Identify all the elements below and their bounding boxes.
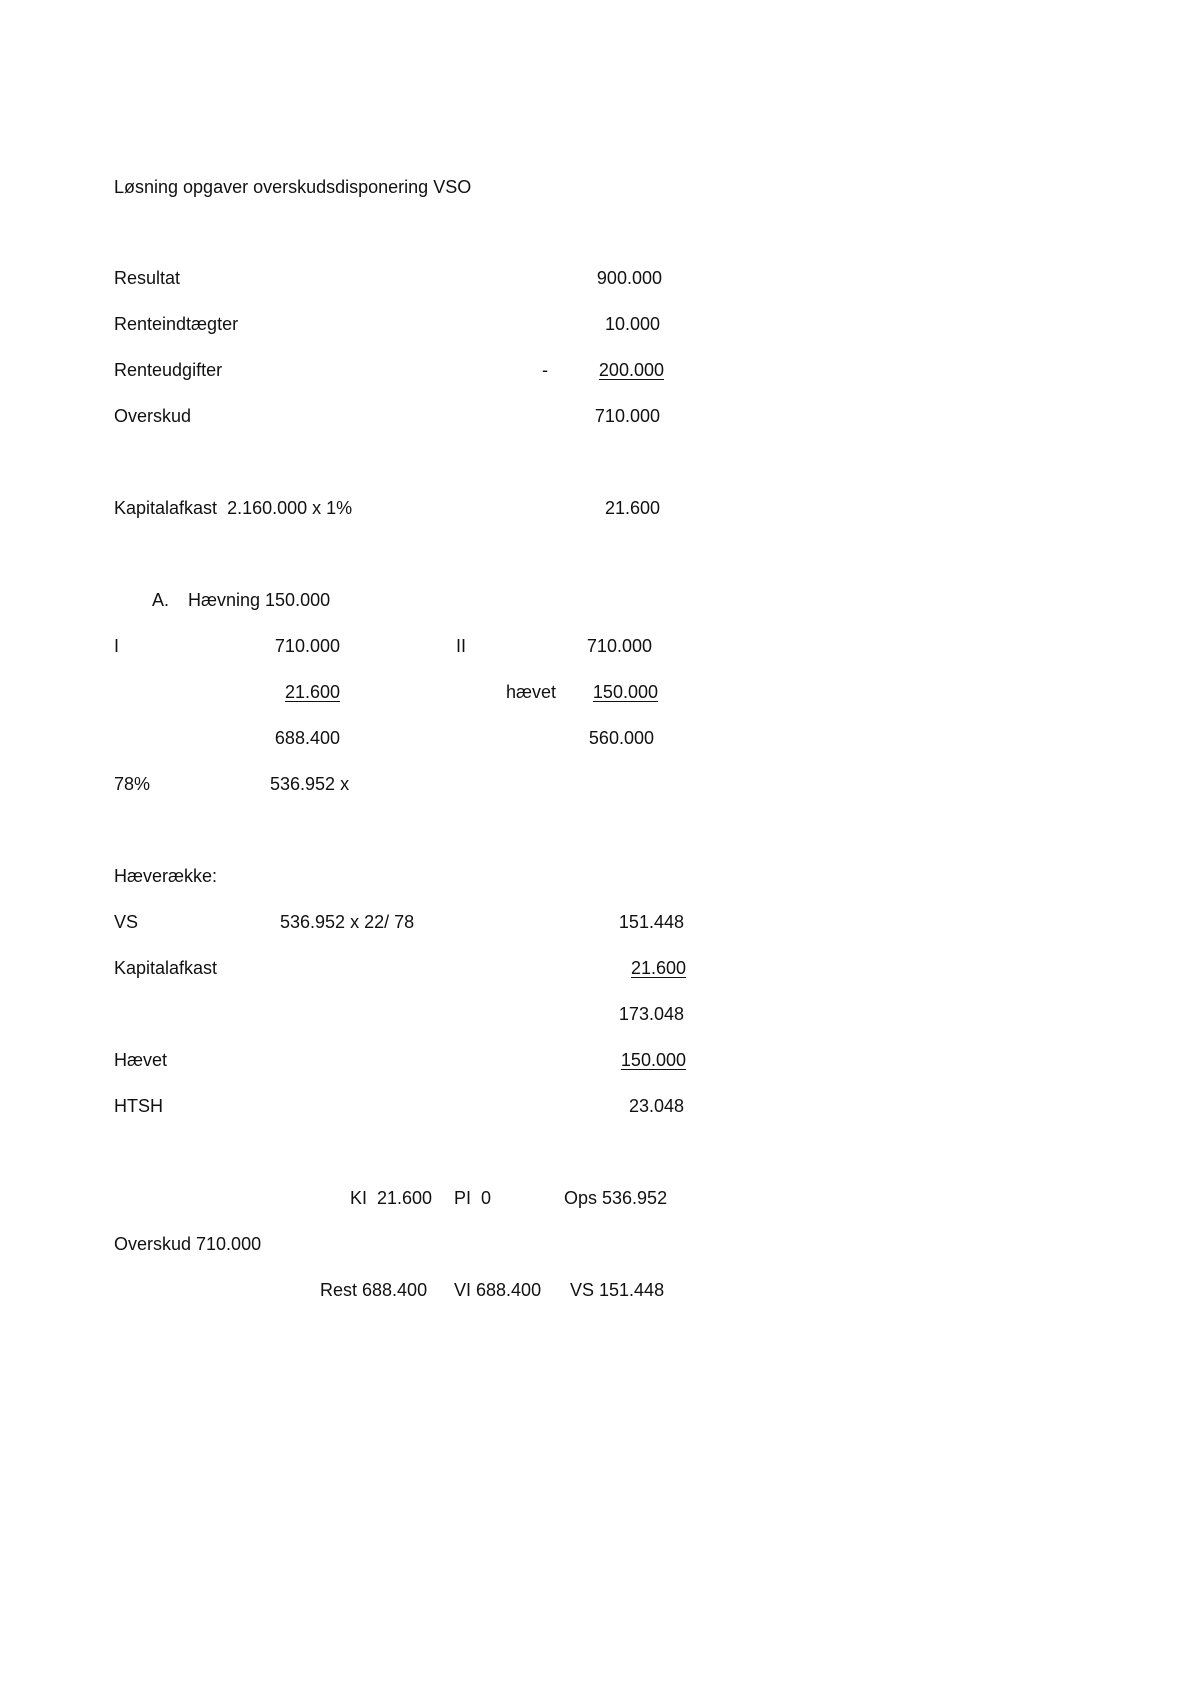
kapitalafkast-value: 21.600: [604, 498, 660, 518]
resultat-value: 900.000: [596, 268, 662, 288]
calc-ii-value-2: 150.000: [592, 682, 658, 702]
calc-i-value-1: 710.000: [274, 636, 340, 656]
calc-pct-label: 78%: [114, 774, 151, 794]
overskud-value: 710.000: [594, 406, 660, 426]
calc-ii-label: II: [456, 636, 467, 656]
vs-value: 151.448: [618, 912, 684, 932]
vs-label: VS: [114, 912, 139, 932]
calc-i-value-2: 21.600: [284, 682, 340, 702]
renteindtaegter-label: Renteindtægter: [114, 314, 239, 334]
htsh-label: HTSH: [114, 1096, 163, 1116]
renteudgifter-sign: -: [542, 360, 548, 380]
calc-i-label: I: [114, 636, 120, 656]
renteindtaegter-value: 10.000: [604, 314, 660, 334]
renteudgifter-label: Renteudgifter: [114, 360, 223, 380]
diagram-ki: KI 21.600: [350, 1188, 433, 1208]
haevet-value: 150.000: [620, 1050, 686, 1070]
htsh-value: 23.048: [628, 1096, 684, 1116]
calc-i-value-3: 688.400: [274, 728, 340, 748]
diagram-vi: VI 688.400: [454, 1280, 542, 1300]
haevet-label: Hævet: [114, 1050, 168, 1070]
calc-ii-haevet-label: hævet: [506, 682, 557, 702]
haeve-kapitalafkast-value: 21.600: [630, 958, 686, 978]
resultat-label: Resultat: [114, 268, 181, 288]
section-a-heading: Hævning 150.000: [188, 590, 331, 610]
page-title: Løsning opgaver overskudsdisponering VSO: [114, 177, 472, 197]
diagram-rest: Rest 688.400: [320, 1280, 428, 1300]
section-a-marker: A.: [152, 590, 170, 610]
calc-ii-value-3: 560.000: [588, 728, 654, 748]
haeve-sum-value: 173.048: [618, 1004, 684, 1024]
diagram-ops: Ops 536.952: [564, 1188, 668, 1208]
calc-pct-value: 536.952 x: [270, 774, 350, 794]
overskud-label: Overskud: [114, 406, 192, 426]
haeve-kapitalafkast-label: Kapitalafkast: [114, 958, 218, 978]
diagram-vs: VS 151.448: [570, 1280, 665, 1300]
renteudgifter-value: 200.000: [598, 360, 664, 380]
calc-ii-value-1: 710.000: [586, 636, 652, 656]
vs-formula: 536.952 x 22/ 78: [280, 912, 415, 932]
kapitalafkast-label: Kapitalafkast 2.160.000 x 1%: [114, 498, 353, 518]
haeveraekke-heading: Hæverække:: [114, 866, 218, 886]
diagram-overskud: Overskud 710.000: [114, 1234, 262, 1254]
diagram-pi: PI 0: [454, 1188, 492, 1208]
